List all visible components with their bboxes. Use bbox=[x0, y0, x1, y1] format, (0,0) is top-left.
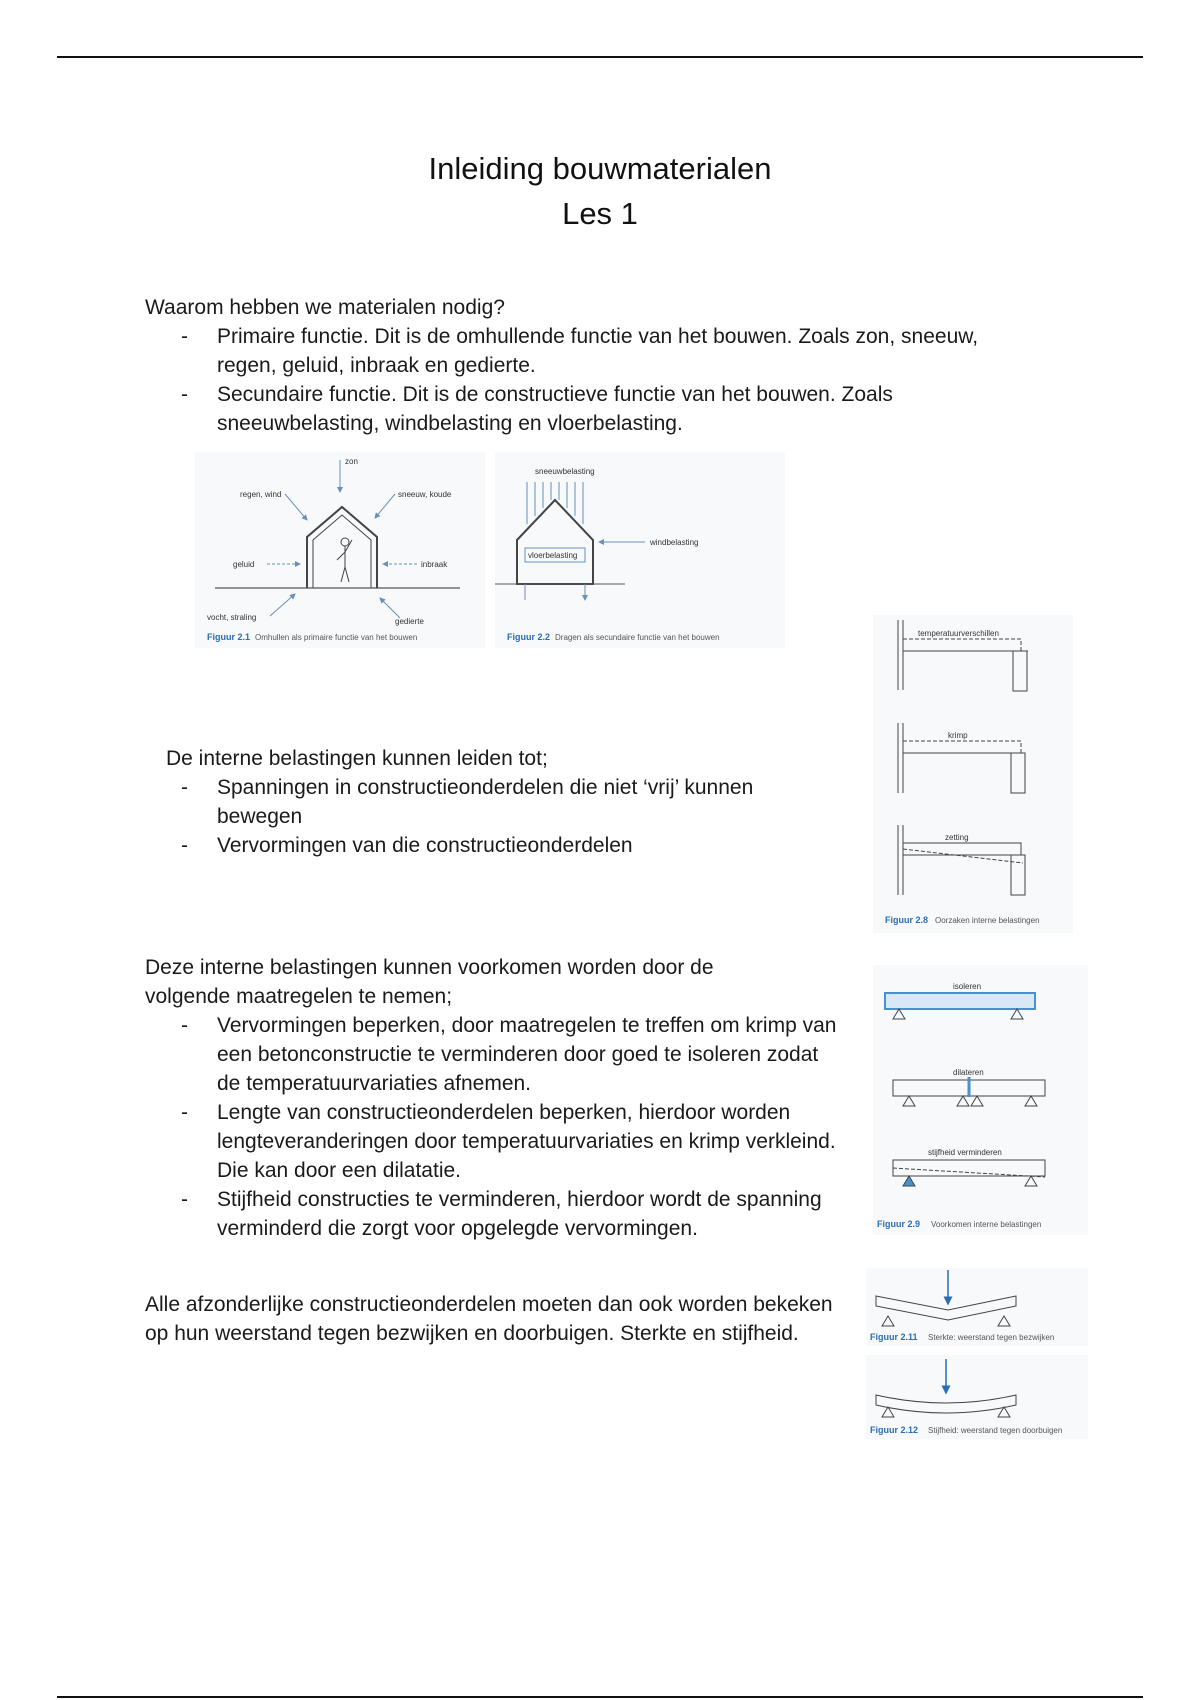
section1-question: Waarom hebben we materialen nodig? bbox=[145, 296, 505, 319]
label-sneeuwbelasting: sneeuwbelasting bbox=[535, 467, 595, 476]
figure-2-11 bbox=[866, 1268, 1088, 1346]
caption-text: Oorzaken interne belastingen bbox=[935, 916, 1040, 925]
label-zetting: zetting bbox=[945, 833, 969, 842]
section1-list bbox=[217, 322, 1037, 438]
label-dilateren: dilateren bbox=[953, 1068, 984, 1077]
figure-2-9 bbox=[873, 965, 1088, 1235]
label-temperatuurverschillen: temperatuurverschillen bbox=[918, 629, 999, 638]
label-vloerbelasting: vloerbelasting bbox=[528, 551, 578, 560]
caption-number: Figuur 2.8 bbox=[885, 915, 929, 925]
list-item: - Vervormingen beperken, door maatregelen te treffen om krimp van een betonconstructie te verminderen door goed te isoleren zodat de temperatuurvariaties afnemen. bbox=[217, 1011, 837, 1098]
caption-number: Figuur 2.11 bbox=[870, 1332, 918, 1342]
caption-number: Figuur 2.12 bbox=[870, 1425, 919, 1435]
caption-text: Stijfheid: weerstand tegen doorbuigen bbox=[928, 1426, 1063, 1435]
page-title bbox=[0, 146, 1200, 236]
caption-text: Voorkomen interne belastingen bbox=[931, 1220, 1042, 1229]
label-inbraak: inbraak bbox=[421, 560, 448, 569]
caption-number: Figuur 2.1 bbox=[207, 632, 251, 642]
section4-text: Alle afzonderlijke constructieonderdelen moeten dan ook worden bekeken op hun weerstand tegen bezwijken en doorbuigen. Sterkte en stijfheid. bbox=[145, 1293, 833, 1345]
list-item: - Secundaire functie. Dit is de constructieve functie van het bouwen. Zoals sneeuwbelasting, windbelasting en vloerbelasting. bbox=[217, 380, 1037, 438]
list-item: - Vervormingen van die constructieonderdelen bbox=[217, 831, 817, 860]
label-stijfheid: stijfheid verminderen bbox=[928, 1148, 1002, 1157]
top-rule bbox=[57, 56, 1143, 58]
section3-intro: Deze interne belastingen kunnen voorkomen worden door de volgende maatregelen te nemen; bbox=[145, 956, 714, 1008]
label-sneeuw-koude: sneeuw, koude bbox=[398, 490, 452, 499]
figure-2-8 bbox=[873, 615, 1073, 933]
label-windbelasting: windbelasting bbox=[650, 538, 699, 547]
caption-number: Figuur 2.2 bbox=[507, 632, 551, 642]
section2-intro: De interne belastingen kunnen leiden tot; bbox=[166, 747, 548, 770]
label-zon: zon bbox=[345, 457, 358, 466]
figure-2-2 bbox=[495, 452, 785, 648]
caption-number: Figuur 2.9 bbox=[877, 1219, 921, 1229]
caption-text: Sterkte: weerstand tegen bezwijken bbox=[928, 1333, 1055, 1342]
list-item: - Spanningen in constructieonderdelen die niet ‘vrij’ kunnen bewegen bbox=[217, 773, 817, 831]
list-item: - Stijfheid constructies te verminderen, hierdoor wordt de spanning verminderd die zorgt voor opgelegde vervormingen. bbox=[217, 1185, 837, 1243]
label-geluid: geluid bbox=[233, 560, 255, 569]
list-item: - Primaire functie. Dit is de omhullende functie van het bouwen. Zoals zon, sneeuw, regen, geluid, inbraak en gedierte. bbox=[217, 322, 1037, 380]
section3-list bbox=[217, 1011, 837, 1243]
label-krimp: krimp bbox=[948, 731, 968, 740]
label-regen-wind: regen, wind bbox=[240, 490, 282, 499]
label-isoleren: isoleren bbox=[953, 982, 982, 991]
title-line-1: Inleiding bouwmaterialen bbox=[428, 151, 772, 186]
label-gedierte: gedierte bbox=[395, 617, 424, 626]
figure-2-12 bbox=[866, 1355, 1088, 1439]
section2-list bbox=[217, 773, 817, 860]
title-line-2: Les 1 bbox=[562, 196, 638, 231]
caption-text: Dragen als secundaire functie van het bouwen bbox=[555, 633, 720, 642]
caption-text: Omhullen als primaire functie van het bouwen bbox=[255, 633, 418, 642]
figure-2-1 bbox=[195, 452, 485, 648]
bottom-rule bbox=[57, 1696, 1143, 1698]
label-vocht-straling: vocht, straling bbox=[207, 613, 257, 622]
list-item: - Lengte van constructieonderdelen beperken, hierdoor worden lengteveranderingen door temperatuurvariaties en krimp verkleind. Die kan door een dilatatie. bbox=[217, 1098, 837, 1185]
